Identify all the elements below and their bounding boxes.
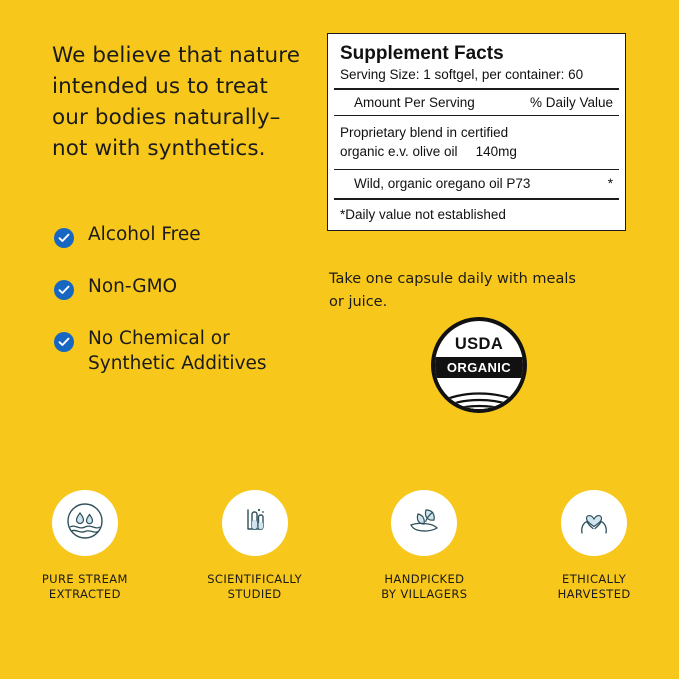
directions-text <box>329 268 619 314</box>
headline-line-4: not with synthetics. <box>52 136 266 161</box>
hands-heart-icon <box>574 501 614 546</box>
badge-label-line-2: HARVESTED <box>557 587 631 601</box>
page-headline <box>52 40 322 164</box>
usda-organic-seal-icon <box>431 317 527 413</box>
blend-line-1: Proprietary blend in certified <box>340 125 509 140</box>
badge-label <box>170 572 340 602</box>
feature-item-non-gmo <box>54 274 334 300</box>
ingredient-name: Wild, organic oregano oil P73 <box>354 176 531 191</box>
usda-seal-field-graphic <box>435 378 523 409</box>
feature-item-no-additives <box>54 326 334 376</box>
badge-label <box>0 572 170 602</box>
feature-label <box>88 326 267 376</box>
blend-line-2: organic e.v. olive oil <box>340 144 458 159</box>
feature-list <box>54 222 334 402</box>
daily-value-footnote: *Daily value not established <box>340 206 506 222</box>
badge-circle <box>52 490 118 556</box>
blend-amount: 140mg <box>475 144 517 159</box>
hand-leaf-icon <box>404 501 444 546</box>
usda-seal-top-text: USDA <box>454 335 504 353</box>
check-circle-icon <box>54 332 74 352</box>
headline-line-2: intended us to treat <box>52 74 268 99</box>
badge-label-line-2: BY VILLAGERS <box>381 587 468 601</box>
badge-pure-stream-extracted <box>0 490 170 602</box>
headline-line-3: our bodies naturally– <box>52 105 281 130</box>
check-circle-icon <box>54 228 74 248</box>
supplement-facts-panel <box>327 33 626 231</box>
badge-label <box>340 572 510 602</box>
badge-circle <box>561 490 627 556</box>
feature-label-line-1: No Chemical or <box>88 328 230 349</box>
badge-circle <box>222 490 288 556</box>
ingredient-daily-value: * <box>607 176 613 191</box>
badge-label-line-2: STUDIED <box>227 587 282 601</box>
badge-handpicked-by-villagers <box>340 490 510 602</box>
feature-label: Non-GMO <box>88 276 178 297</box>
check-circle-icon <box>54 280 74 300</box>
serving-size-text: Serving Size: 1 softgel, per container: 60 <box>340 67 584 82</box>
supplement-facts-title: Supplement Facts <box>340 43 504 64</box>
water-drops-icon <box>65 501 105 546</box>
amount-per-serving-label: Amount Per Serving <box>354 94 475 110</box>
feature-label-line-2: Synthetic Additives <box>88 353 267 374</box>
test-tube-icon <box>235 501 275 546</box>
feature-label: Alcohol Free <box>88 224 201 245</box>
badge-label-line-1: SCIENTIFICALLY <box>207 572 303 586</box>
ingredient-row <box>328 170 625 198</box>
badge-scientifically-studied <box>170 490 340 602</box>
headline-line-1: We believe that nature <box>52 43 301 68</box>
badge-circle <box>391 490 457 556</box>
badge-label <box>509 572 679 602</box>
feature-item-alcohol-free <box>54 222 334 248</box>
daily-value-label: % Daily Value <box>529 94 613 110</box>
badge-label-line-2: EXTRACTED <box>48 587 121 601</box>
proprietary-blend-row <box>328 116 625 169</box>
badge-label-line-1: PURE STREAM <box>41 572 128 586</box>
directions-line-1: Take one capsule daily with meals <box>329 271 576 287</box>
badge-row <box>0 490 679 602</box>
directions-line-2: or juice. <box>329 294 388 310</box>
badge-label-line-1: ETHICALLY <box>562 572 627 586</box>
supplement-facts-header-row <box>328 90 625 115</box>
badge-ethically-harvested <box>509 490 679 602</box>
badge-label-line-1: HANDPICKED <box>384 572 465 586</box>
usda-seal-band-text: ORGANIC <box>435 357 523 378</box>
